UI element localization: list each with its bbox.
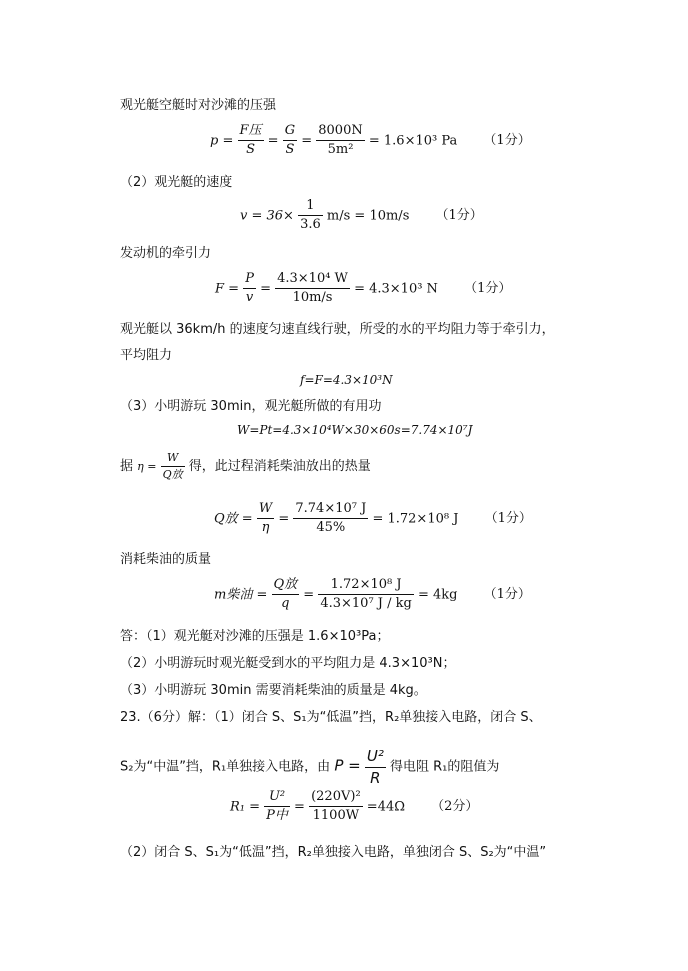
answer-line: （3）小明游玩 30min 需要消耗柴油的质量是 4kg。	[120, 683, 427, 698]
answer-line: 答：（1）观光艇对沙滩的压强是 1.6×10³Pa；	[120, 629, 390, 644]
eq-rhs: = 4kg	[418, 587, 458, 603]
text-line: 消耗柴油的质量	[120, 552, 212, 567]
fraction: $\frac{\text{(220V)²}}{1100W}$	[311, 789, 361, 824]
equation-r1: R₁ = $\frac{\text{U²}}{\text{P中}}$ = $\frac{\text{(220V)²}}{1100W}$ =44Ω （2分）	[230, 789, 479, 824]
text-line: （2）观光艇的速度	[120, 175, 233, 190]
fraction: $\frac{W}{\text{Q放}}$	[162, 451, 183, 482]
eq-lhs: v = 36×	[240, 208, 294, 224]
eq-lhs: F =	[215, 281, 240, 297]
eq-rhs: m/s = 10m/s	[326, 208, 410, 224]
score-mark: （1分）	[483, 587, 531, 603]
text-line: （3）小明游玩 30min，观光艇所做的有用功	[120, 399, 382, 414]
score-mark: （1分）	[435, 208, 483, 224]
text-line: 平均阻力	[120, 348, 173, 363]
text-line: 发动机的牵引力	[120, 246, 212, 261]
eq-lhs: R₁ =	[230, 799, 261, 815]
fraction: $\frac{1}{3.6}$	[300, 198, 321, 233]
fraction: $\frac{G}{S}$	[284, 123, 296, 158]
text-line: 观光艇以 36km/h 的速度匀速直线行驶，所受的水的平均阻力等于牵引力，	[120, 322, 555, 337]
equation-force: F = $\frac{P}{v}$ = $\frac{\text{4.3×10⁴ W}}{10m/s}$ = 4.3×10³ N （1分）	[215, 271, 512, 306]
fraction: $\frac{8000N}{\text{5m²}}$	[318, 123, 363, 158]
text-line-efficiency: 据 η = $\frac{W}{\text{Q放}}$ 得，此过程消耗柴油放出的热量	[120, 451, 371, 482]
eq-lhs: p =	[210, 133, 234, 149]
score-mark: （1分）	[484, 511, 532, 527]
eq-rhs: = 1.72×10⁸ J	[372, 511, 459, 527]
answer-line: （2）小明游玩时观光艇受到水的平均阻力是 4.3×10³N；	[120, 656, 456, 671]
question-23-line: 23.（6分）解：（1）闭合 S、S₁为“低温”挡，R₂单独接入电路，闭合 S、	[120, 710, 542, 725]
question-23-line: （2）闭合 S、S₁为“低温”挡，R₂单独接入电路，单独闭合 S、S₂为“中温”	[120, 845, 547, 860]
fraction: $\frac{\text{1.72×10⁸ J}}{\text{4.3×10⁷ J / kg}}$	[320, 577, 412, 612]
score-mark: （1分）	[464, 281, 512, 297]
fraction: $\frac{\text{U²}}{\text{P中}}$	[266, 789, 288, 824]
fraction: $\frac{\text{F压}}{S}$	[239, 123, 262, 158]
equation-velocity	[240, 199, 483, 233]
fraction: $\frac{\text{7.74×10⁷ J}}{45\%}$	[295, 501, 367, 536]
fraction: $\frac{P}{v}$	[245, 271, 254, 306]
equation-work: W=Pt=4.3×10⁴W×30×60s=7.74×10⁷J	[237, 423, 473, 437]
eq-lhs: Q放 =	[214, 511, 253, 527]
question-23-line: S₂为“中温”挡，R₁单独接入电路，由 P = $\frac{\text{U²}}{R}$ 得电阻 R₁的阻值为	[120, 747, 500, 787]
eq-rhs: = 1.6×10³ Pa	[368, 133, 458, 149]
fraction: $\frac{\text{4.3×10⁴ W}}{10m/s}$	[277, 271, 348, 306]
fraction: $\frac{\text{U²}}{R}$	[366, 747, 384, 787]
score-mark: （2分）	[431, 799, 479, 815]
text-line: 观光艇空艇时对沙滩的压强	[120, 98, 277, 113]
eq-rhs: = 4.3×10³ N	[354, 281, 438, 297]
eq-rhs: =44Ω	[366, 799, 406, 815]
eq-lhs: m柴油 =	[214, 587, 268, 603]
equation-heat: Q放 = $\frac{W}{\eta}$ = $\frac{\text{7.74×10⁷ J}}{45\%}$ = 1.72×10⁸ J （1分）	[214, 501, 532, 536]
fraction: $\frac{\text{Q放}}{q}$	[273, 577, 298, 612]
fraction: $\frac{W}{\eta}$	[258, 501, 273, 536]
score-mark: （1分）	[483, 133, 531, 149]
equation-mass: m柴油 = $\frac{\text{Q放}}{q}$ = $\frac{\text{1.72×10⁸ J}}{\text{4.3×10⁷ J / kg}}$ = 4kg （1分）	[214, 577, 531, 612]
equation-pressure: p = $\frac{\text{F压}}{S}$ = $\frac{G}{S}$ = $\frac{8000N}{\text{5m²}}$ = 1.6×10³ Pa （1分）	[210, 123, 531, 158]
equation-resistance: f=F=4.3×10³N	[300, 373, 393, 387]
